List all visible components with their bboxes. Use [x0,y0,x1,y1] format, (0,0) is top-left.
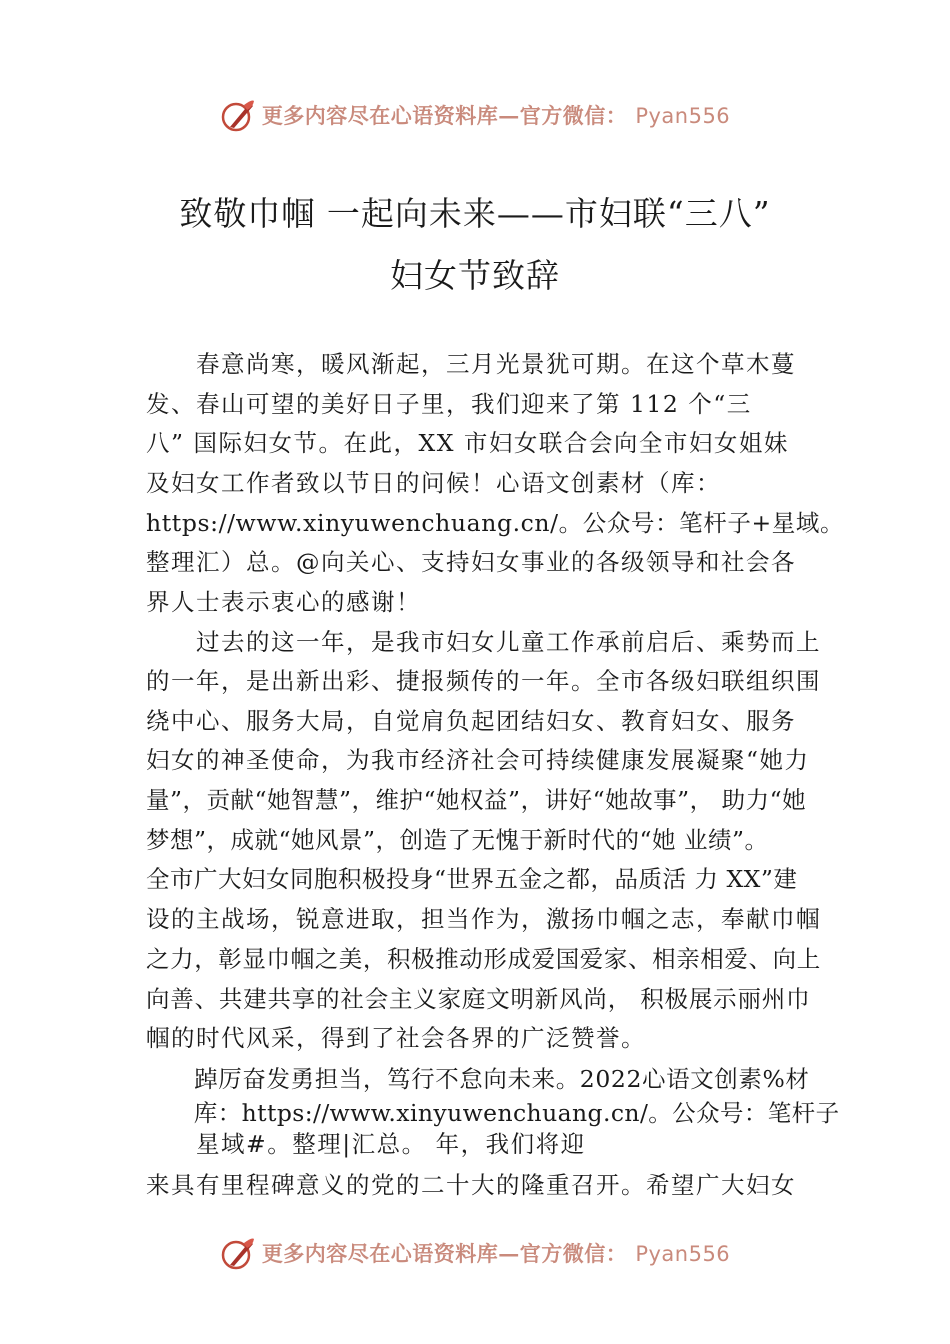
text-line: 绕中心、服务大局，自觉肩负起团结妇女、教育妇女、服务 [146,707,796,735]
page-title-line-1: 致敬巾帼 一起向未来——市妇联“三八” [179,194,771,233]
wechat-account: Pyan556 [635,1242,731,1266]
text-line: 全市广大妇女同胞积极投身“世界五金之都，品质活 力 XX”建 [146,865,798,893]
quill-logo-icon [220,1235,256,1271]
text-line: 量”，贡献“她智慧”，维护“她权益”，讲好“她故事”， 助力“她 [146,786,807,814]
text-line: 春意尚寒，暖风渐起，三月光景犹可期。在这个草木蔓 [146,350,796,378]
text-line: 来具有里程碑意义的党的二十大的隆重召开。希望广大妇女 [146,1171,796,1199]
text-line: 帼的时代风采，得到了社会各界的广泛赞誉。 [146,1024,646,1052]
text-line: 发、春山可望的美好日子里，我们迎来了第 112 个“三 [146,390,752,418]
text-line: 踔厉奋发勇担当，笃行不怠向未来。2022心语文创素%材 [146,1065,810,1093]
text-line: 妇女的神圣使命，为我市经济社会可持续健康发展凝聚“她力 [146,746,810,774]
banner-text: 更多内容尽在心语资料库—官方微信： Pyan556 [261,103,731,128]
text-line: 及妇女工作者致以节日的问候！心语文创素材（库： [146,469,721,497]
wechat-account: Pyan556 [635,104,731,128]
banner-text: 更多内容尽在心语资料库—官方微信： Pyan556 [261,1241,731,1266]
text-line: 过去的这一年，是我市妇女儿童工作承前启后、乘势而上 [146,628,821,656]
text-line: 星域#。整理|汇总。 年，我们将迎 [146,1130,586,1158]
footer-banner [0,1233,950,1273]
text-line: 界人士表示衷心的感谢！ [146,588,421,616]
text-line: https://www.xinyuwenchuang.cn/。公众号：笔杆子+星域。 [146,509,845,537]
text-line: 设的主战场，锐意进取，担当作为，激扬巾帼之志，奉献巾帼 [146,905,821,933]
text-line: 整理汇）总。@向关心、支持妇女事业的各级领导和社会各 [146,548,796,576]
text-line: 之力，彰显巾帼之美，积极推动形成爱国爱家、相亲相爱、向上 [146,945,821,973]
page-title-line-2: 妇女节致辞 [390,256,560,295]
text-line: 向善、共建共享的社会主义家庭文明新风尚， 积极展示丽州巾 [146,985,811,1013]
quill-logo-icon [220,97,256,133]
header-banner [0,95,950,135]
text-line: 库：https://www.xinyuwenchuang.cn/。公众号：笔杆子 [146,1099,840,1127]
text-line: 梦想”，成就“她风景”，创造了无愧于新时代的“她 业绩”。 [146,826,769,854]
text-line: 八” 国际妇女节。在此，XX 市妇女联合会向全市妇女姐妹 [146,429,789,457]
text-line: 的一年，是出新出彩、捷报频传的一年。全市各级妇联组织围 [146,667,821,695]
